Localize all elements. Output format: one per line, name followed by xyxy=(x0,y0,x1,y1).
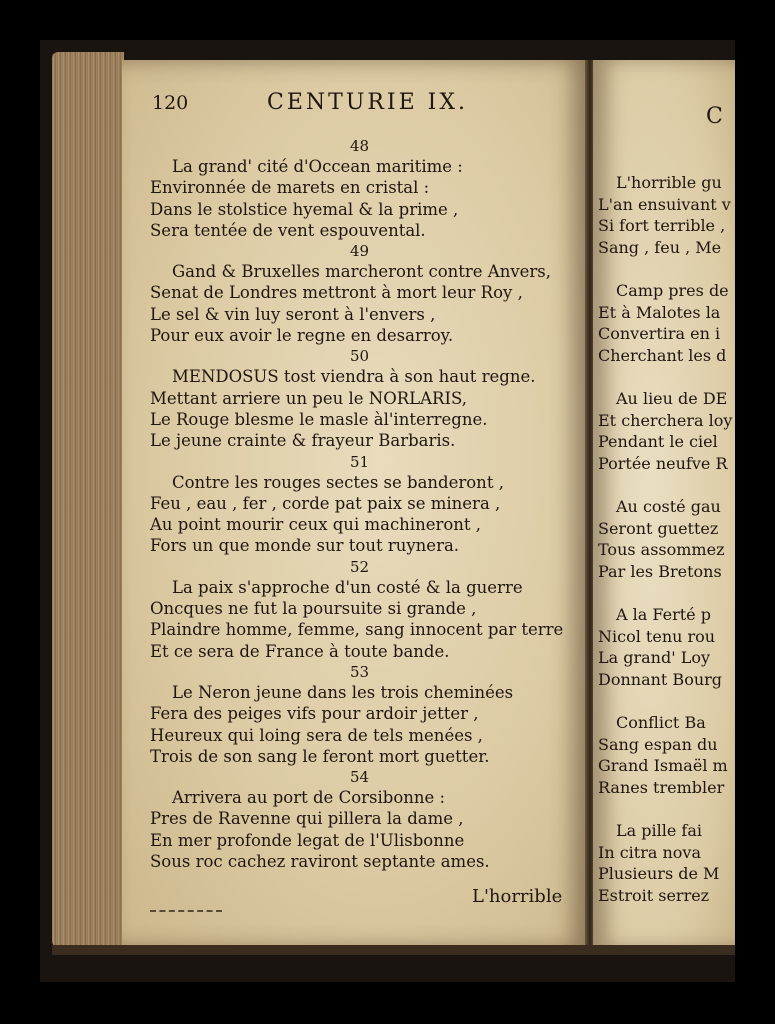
catchword: L'horrible xyxy=(472,886,563,907)
right-verse-line: Nicol tenu rou xyxy=(598,626,716,646)
verse-line: Arrivera au port de Corsibonne : xyxy=(172,788,446,808)
stanza-gap xyxy=(598,366,738,388)
verse-line: La paix s'approche d'un costé & la guerre xyxy=(172,577,523,597)
quatrain-number: 49 xyxy=(350,242,370,261)
verse-line: Sera tentée de vent espouvental. xyxy=(150,220,426,240)
right-verse-line: Pendant le ciel xyxy=(598,432,718,451)
book-cover-edge xyxy=(52,945,735,955)
stanza-gap xyxy=(598,258,738,280)
quatrain xyxy=(150,557,580,662)
verse-line: Mettant arriere un peu le NORLARIS, xyxy=(150,388,467,408)
right-running-head-fragment: C xyxy=(706,104,723,129)
verse-line: Dans le stolstice hyemal & la prime , xyxy=(150,199,459,219)
right-verse-line: Et cherchera loy xyxy=(598,410,733,430)
right-verse-line: Au lieu de DE xyxy=(616,389,728,408)
verse-line: Oncques ne fut la poursuite si grande , xyxy=(150,599,477,619)
verse-line: Contre les rouges sectes se banderont , xyxy=(172,472,504,492)
right-verse-line: La grand' Loy xyxy=(598,648,711,667)
verse-line: Trois de son sang le feront mort guetter. xyxy=(150,746,490,766)
verse-line: Feu , eau , fer , corde pat paix se minera , xyxy=(150,493,501,513)
right-verse-line: A la Ferté p xyxy=(616,605,711,624)
verse-line: Au point mourir ceux qui machineront , xyxy=(150,515,482,535)
right-verse-line: Conflict Ba xyxy=(616,713,706,732)
page-stack-edge xyxy=(52,52,124,947)
right-verse-line: Et à Malotes la xyxy=(598,302,721,322)
stanza-gap xyxy=(598,474,738,496)
page-number: 120 xyxy=(152,92,189,114)
verse-line: La grand' cité d'Occean maritime : xyxy=(172,157,463,176)
ornamental-rule xyxy=(150,910,222,912)
right-verse-line: Camp pres de xyxy=(616,281,729,300)
quatrain xyxy=(150,662,580,767)
right-verse-line: La pille fai xyxy=(616,821,702,840)
right-verse-line: Portée neufve R xyxy=(598,453,728,473)
right-verse-line: Donnant Bourg xyxy=(598,669,723,689)
right-verse-line: In citra nova xyxy=(598,842,702,862)
verse-line: Le Rouge blesme le masle àl'interregne. xyxy=(150,409,488,429)
verse-line: Sous roc cachez raviront septante ames. xyxy=(150,852,490,872)
verse-line: Et ce sera de France à toute bande. xyxy=(150,641,450,661)
verse-line: Pour eux avoir le regne en desarroy. xyxy=(150,326,454,346)
stanza-gap xyxy=(598,690,738,712)
right-page-text xyxy=(598,172,738,906)
right-verse-line: Estroit serrez xyxy=(598,885,710,905)
verse-line: Plaindre homme, femme, sang innocent par terre xyxy=(150,620,564,640)
right-verse-line: Tous assommez xyxy=(598,540,725,559)
right-verse-line: Ranes trembler xyxy=(598,777,725,797)
right-verse-line: L'an ensuivant v xyxy=(598,194,731,214)
quatrain-number: 50 xyxy=(350,347,370,366)
right-verse-line: Convertira en i xyxy=(598,324,721,343)
quatrain xyxy=(150,767,580,872)
quatrain xyxy=(150,136,580,241)
verse-line: Le sel & vin luy seront à l'envers , xyxy=(150,304,436,324)
page-header xyxy=(152,90,572,120)
right-verse-line: Grand Ismaël m xyxy=(598,756,728,775)
verse-line: Le jeune crainte & frayeur Barbaris. xyxy=(150,431,456,451)
verse-line: Fera des peiges vifs pour ardoir jetter , xyxy=(150,704,479,724)
right-verse-line: Par les Bretons xyxy=(598,561,722,581)
right-verse-line: Sang espan du xyxy=(598,734,718,754)
right-verse-line: L'horrible gu xyxy=(616,173,722,192)
verse-line: MENDOSUS tost viendra à son haut regne. xyxy=(172,367,536,387)
verse-line: Environnée de marets en cristal : xyxy=(150,178,430,198)
quatrain-number: 48 xyxy=(350,137,370,155)
verse-line: Fors un que monde sur tout ruynera. xyxy=(150,536,460,556)
quatrain-list xyxy=(150,136,580,872)
stanza-gap xyxy=(598,798,738,820)
right-verse-line: Cherchant les d xyxy=(598,345,727,365)
verse-line: Senat de Londres mettront à mort leur Roy , xyxy=(150,283,523,303)
stanza-gap xyxy=(598,582,738,604)
right-verse-line: Sang , feu , Me xyxy=(598,237,722,257)
verse-line: Le Neron jeune dans les trois cheminées xyxy=(172,682,514,702)
verse-line: Gand & Bruxelles marcheront contre Anvers, xyxy=(172,262,552,282)
quatrain xyxy=(150,346,580,451)
right-verse-line: Plusieurs de M xyxy=(598,864,720,883)
quatrain-number: 52 xyxy=(350,557,370,576)
quatrain xyxy=(150,241,580,346)
quatrain-number: 51 xyxy=(350,452,370,471)
quatrain-number: 53 xyxy=(350,662,370,681)
running-head: CENTURIE IX. xyxy=(267,90,469,115)
right-verse-line: Seront guettez xyxy=(598,518,719,538)
verse-line: En mer profonde legat de l'Ulisbonne xyxy=(150,830,465,850)
right-verse-line: Si fort terrible , xyxy=(598,216,726,235)
quatrain xyxy=(150,452,580,557)
verse-line: Pres de Ravenne qui pillera la dame , xyxy=(150,809,464,829)
quatrain-number: 54 xyxy=(350,768,370,787)
verse-line: Heureux qui loing sera de tels menées , xyxy=(150,725,483,745)
right-verse-line: Au costé gau xyxy=(616,497,721,516)
